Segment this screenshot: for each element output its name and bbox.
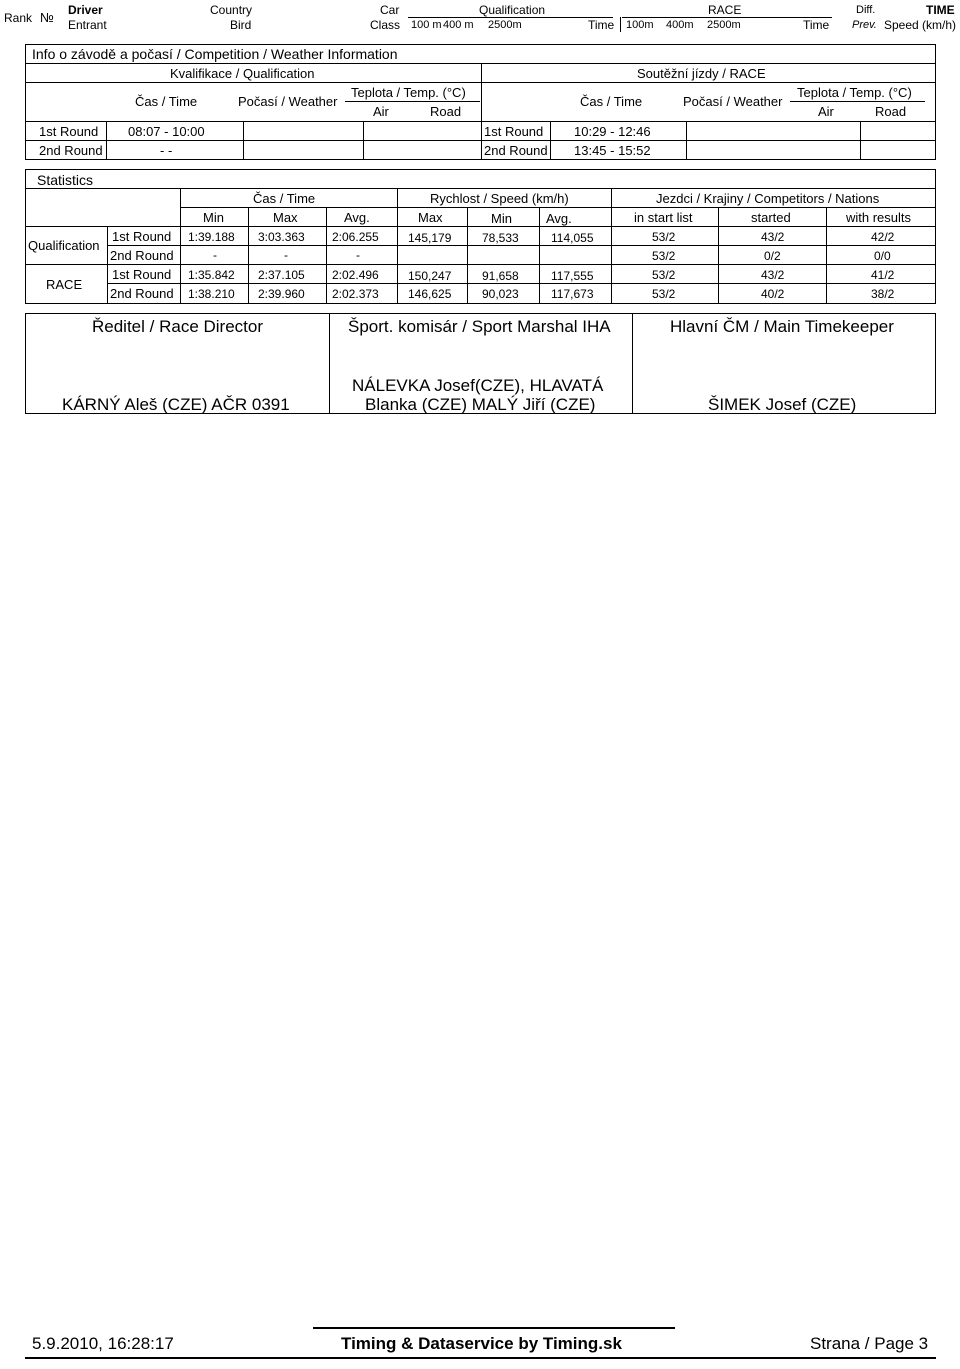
qualification-section-title: Kvalifikace / Qualification [170,66,315,81]
speed-max: 150,247 [408,269,452,283]
in-start-list: 53/2 [652,249,676,263]
started: 43/2 [761,268,785,282]
main-timekeeper-title: Hlavní ČM / Main Timekeeper [670,317,894,336]
r-400m-header: 400m [666,19,694,31]
row-round: 2nd Round [110,248,174,263]
sport-marshal-names-line1: NÁLEVKA Josef(CZE), HLAVATÁ [352,376,604,395]
time-avg: 2:02.496 [332,268,379,282]
q-time-header: Time [588,18,615,32]
qualification-header: Qualification [479,3,546,17]
prev-header: Prev. [852,19,877,31]
race-director-title: Ředitel / Race Director [92,317,264,336]
r-round1-time: 10:29 - 12:46 [574,124,651,139]
main-timekeeper-name: ŠIMEK Josef (CZE) [708,395,857,414]
r-round2-label: 2nd Round [484,143,548,158]
q-temp-col: Teplota / Temp. (°C) [351,85,466,100]
speed-avg: 117,555 [551,269,594,283]
driver-header: Driver [68,3,103,17]
q-time-col: Čas / Time [135,94,198,109]
started: 40/2 [761,287,785,301]
time-avg-header: Avg. [344,210,370,225]
info-title: Info o závodě a počasí / Competition / Weather Information [32,46,398,62]
race-group-label: RACE [46,277,83,292]
bird-header: Bird [230,18,252,32]
speed-avg: 117,673 [551,287,594,301]
r-time-header: Time [803,18,830,32]
r-road-col: Road [875,104,907,119]
sport-marshal-title: Šport. komisár / Sport Marshal IHA [348,317,611,336]
r-weather-col: Počasí / Weather [683,94,783,109]
number-header: № [40,10,54,25]
row-round: 1st Round [112,267,172,282]
time-max-header: Max [273,210,298,225]
q-400m-header: 400 m [443,19,474,31]
class-header: Class [370,18,401,32]
race-director-name: KÁRNÝ Aleš (CZE) AČR 0391 [62,395,290,414]
time-min: - [213,248,217,262]
r-2500m-header: 2500m [707,19,741,31]
stats-speed-header: Rychlost / Speed (km/h) [430,191,569,206]
started-header: started [751,210,791,225]
car-header: Car [380,3,400,17]
race-header: RACE [708,3,742,17]
r-round1-label: 1st Round [484,124,544,139]
country-header: Country [210,3,253,17]
time-min-header: Min [203,210,224,225]
with-results: 38/2 [871,287,895,301]
time-header: TIME [926,3,955,17]
speed-min-header: Min [491,211,512,226]
r-temp-col: Teplota / Temp. (°C) [797,85,912,100]
q-round1-label: 1st Round [39,124,99,139]
entrant-header: Entrant [68,18,107,32]
statistics-title: Statistics [37,172,94,188]
speed-max: 145,179 [408,231,452,245]
with-results-header: with results [846,210,912,225]
time-max: 2:37.105 [258,268,305,282]
row-round: 1st Round [112,229,172,244]
in-start-list: 53/2 [652,268,676,282]
q-2500m-header: 2500m [488,19,522,31]
page-number: Strana / Page 3 [810,1334,929,1353]
race-section-title: Soutěžní jízdy / RACE [637,66,766,81]
speed-avg: 114,055 [551,231,594,245]
time-min: 1:38.210 [188,287,235,301]
sport-marshal-names-line2: Blanka (CZE) MALÝ Jiří (CZE) [365,395,596,414]
time-min: 1:39.188 [188,230,235,244]
in-start-list: 53/2 [652,287,676,301]
row-round: 2nd Round [110,286,174,301]
in-start-list-header: in start list [634,210,693,225]
timing-brand: Timing & Dataservice by Timing.sk [341,1334,622,1353]
speed-min: 90,023 [482,287,519,301]
r-round2-time: 13:45 - 15:52 [574,143,651,158]
time-avg: - [356,248,360,262]
speed-avg-header: Avg. [546,211,572,226]
time-max: 2:39.960 [258,287,305,301]
speed-min: 78,533 [482,231,519,245]
time-min: 1:35.842 [188,268,235,282]
print-date: 5.9.2010, 16:28:17 [32,1334,174,1353]
in-start-list: 53/2 [652,230,676,244]
time-avg: 2:02.373 [332,287,379,301]
started: 43/2 [761,230,785,244]
speed-max-header: Max [418,210,443,225]
time-avg: 2:06.255 [332,230,379,244]
speed-min: 91,658 [482,269,519,283]
qualification-group-label: Qualification [28,238,100,253]
q-air-col: Air [373,104,389,119]
time-max: - [284,248,288,262]
q-round2-time: - - [160,143,173,158]
with-results: 42/2 [871,230,895,244]
time-max: 3:03.363 [258,230,305,244]
with-results: 41/2 [871,268,895,282]
q-round2-label: 2nd Round [39,143,103,158]
speed-max: 146,625 [408,287,452,301]
q-round1-time: 08:07 - 10:00 [128,124,205,139]
rank-header: Rank [4,11,33,25]
r-100m-header: 100m [626,19,654,31]
speed-header: Speed (km/h) [884,18,957,32]
diff-header: Diff. [856,4,876,16]
stats-competitors-header: Jezdci / Krajiny / Competitors / Nations [656,191,880,206]
q-100m-header: 100 m [411,19,442,31]
stats-time-header: Čas / Time [253,191,316,206]
started: 0/2 [764,249,781,263]
q-weather-col: Počasí / Weather [238,94,338,109]
q-road-col: Road [430,104,462,119]
r-air-col: Air [818,104,834,119]
r-time-col: Čas / Time [580,94,643,109]
with-results: 0/0 [874,249,891,263]
